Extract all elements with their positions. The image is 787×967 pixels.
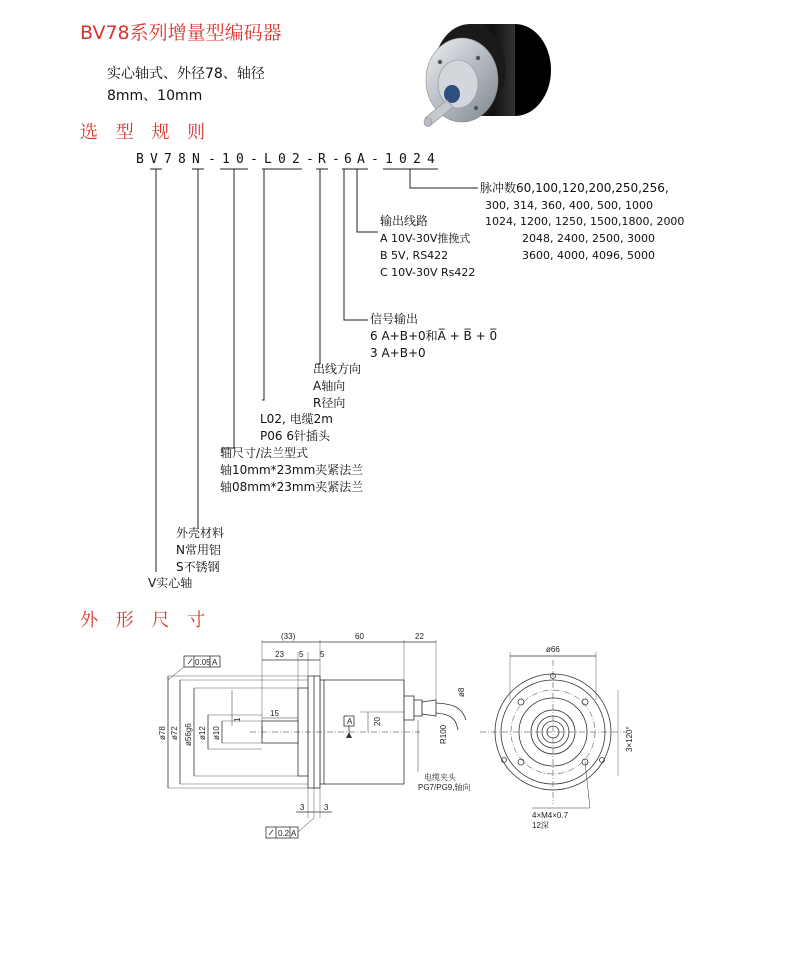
signal-label: 信号输出 bbox=[370, 312, 419, 326]
depth-label: 12深 bbox=[532, 821, 549, 830]
model-char: A bbox=[357, 152, 368, 167]
dimensions-heading: 外 形 尺 寸 bbox=[80, 610, 212, 631]
perp-datum: A bbox=[291, 829, 297, 838]
model-char: 0 bbox=[399, 152, 410, 167]
type-solid-shaft: V实心轴 bbox=[148, 576, 193, 590]
pulse-line-3: 1024, 1200, 1250, 1500,1800, 2000 bbox=[485, 215, 685, 228]
model-char: 6 bbox=[344, 152, 355, 167]
direction-label: 出线方向 bbox=[313, 362, 362, 376]
dim-d56g6: ø56g6 bbox=[184, 723, 193, 746]
shaft-option-08: 轴08mm*23mm夹紧法兰 bbox=[220, 480, 364, 494]
model-char: - bbox=[250, 152, 261, 167]
dim-d10: ø10 bbox=[212, 726, 221, 740]
dim-d78: ø78 bbox=[158, 726, 167, 740]
dim-d72: ø72 bbox=[170, 726, 179, 740]
pulse-line-2: 300, 314, 360, 400, 500, 1000 bbox=[485, 199, 653, 212]
shaft-label: 轴尺寸/法兰型式 bbox=[220, 446, 309, 460]
dim-d8: ø8 bbox=[457, 687, 466, 697]
model-char: N bbox=[192, 152, 203, 167]
pulse-line-5: 3600, 4000, 4096, 5000 bbox=[522, 249, 655, 262]
dim-5b: 5 bbox=[320, 650, 325, 659]
holes-label: 4×M4×0.7 bbox=[532, 811, 569, 820]
model-char: 2 bbox=[292, 152, 303, 167]
dim-33: (33) bbox=[281, 632, 296, 641]
dim-3a: 3 bbox=[300, 803, 305, 812]
model-char: - bbox=[208, 152, 219, 167]
model-char: 0 bbox=[236, 152, 247, 167]
housing-label: 外壳材料 bbox=[176, 526, 225, 540]
model-char: 2 bbox=[413, 152, 424, 167]
connection-cable: L02, 电缆2m bbox=[260, 412, 333, 426]
dim-20: 20 bbox=[373, 717, 382, 726]
dim-d12: ø12 bbox=[198, 726, 207, 740]
model-char: 1 bbox=[385, 152, 396, 167]
dim-3b: 3 bbox=[324, 803, 329, 812]
model-char: 0 bbox=[278, 152, 289, 167]
housing-aluminum: N常用铝 bbox=[176, 543, 221, 557]
circuit-option-a: A 10V-30V推挽式 bbox=[380, 232, 471, 245]
model-char: 8 bbox=[178, 152, 189, 167]
cable-note-1: 电缆夹头 bbox=[424, 773, 456, 782]
datum-a-label: A bbox=[347, 717, 353, 726]
model-char: 7 bbox=[164, 152, 175, 167]
runout-value: 0.05 bbox=[195, 658, 211, 667]
signal-option-3: 3 A+B+0 bbox=[370, 346, 426, 360]
runout-datum: A bbox=[212, 658, 218, 667]
intro-line-1: 实心轴式、外径78、轴径 bbox=[107, 66, 265, 82]
perp-value: 0.2 bbox=[278, 829, 290, 838]
selection-heading: 选 型 规 则 bbox=[80, 122, 212, 143]
intro-line-2: 8mm、10mm bbox=[107, 88, 203, 104]
dim-r100: R100 bbox=[439, 724, 448, 744]
model-char: R bbox=[318, 152, 329, 167]
pulse-label: 脉冲数60,100,120,200,250,256, bbox=[480, 181, 669, 195]
dim-d66: ø66 bbox=[546, 645, 560, 654]
pulse-line-4: 2048, 2400, 2500, 3000 bbox=[522, 232, 655, 245]
dim-15: 15 bbox=[270, 709, 279, 718]
circuit-option-c: C 10V-30V Rs422 bbox=[380, 266, 476, 279]
dim-22: 22 bbox=[415, 632, 424, 641]
model-char: L bbox=[264, 152, 275, 167]
product-title: BV78系列增量型编码器 bbox=[80, 22, 282, 44]
dim-23: 23 bbox=[275, 650, 284, 659]
model-char: - bbox=[306, 152, 317, 167]
shaft-option-10: 轴10mm*23mm夹紧法兰 bbox=[220, 463, 364, 477]
housing-stainless: S不锈钢 bbox=[176, 560, 220, 574]
model-char: 1 bbox=[222, 152, 233, 167]
dim-60: 60 bbox=[355, 632, 364, 641]
model-char: B bbox=[136, 152, 147, 167]
circuit-option-b: B 5V, RS422 bbox=[380, 249, 449, 262]
circuit-label: 输出线路 bbox=[380, 214, 429, 228]
model-char: - bbox=[371, 152, 382, 167]
model-char: 4 bbox=[427, 152, 438, 167]
signal-option-6: 6 A+B+0和A̅ + B̅ + 0̅ bbox=[370, 329, 498, 343]
angle-label: 3×120° bbox=[625, 726, 634, 752]
model-char: - bbox=[332, 152, 343, 167]
model-char: V bbox=[150, 152, 161, 167]
cable-note-2: PG7/PG9,轴向 bbox=[418, 783, 471, 792]
connection-plug: P06 6针插头 bbox=[260, 429, 330, 443]
direction-radial: R径向 bbox=[313, 396, 346, 410]
direction-axial: A轴向 bbox=[313, 379, 346, 393]
dim-5a: 5 bbox=[299, 650, 304, 659]
dim-1: 1 bbox=[233, 717, 242, 722]
